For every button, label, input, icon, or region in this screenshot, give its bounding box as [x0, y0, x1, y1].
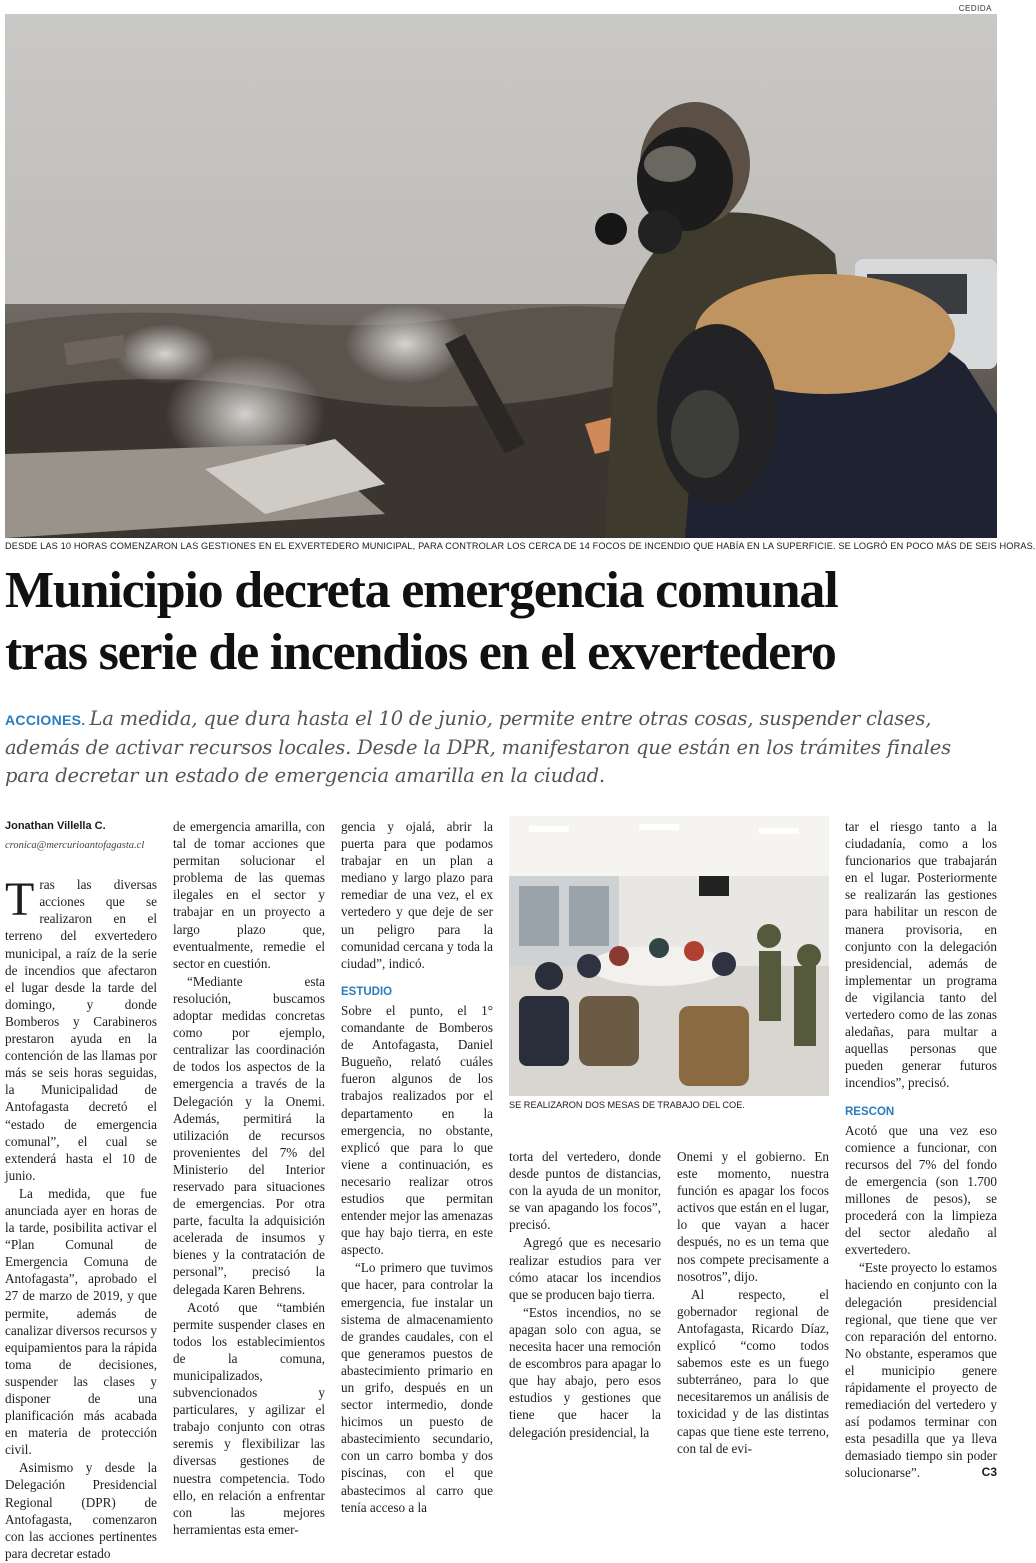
paragraph: Onemi y el gobierno. En este momento, nuestra función es apagar los focos activos que están en el lugar, lo que vayan a hacer después, no es un tema que nos compete precisamente a nosotros”, dijo. — [677, 1149, 829, 1284]
paragraph: Al respecto, el gobernador regional de Antofagasta, Ricardo Díaz, explicó “como todos sabemos este es un fuego subterráneo, para lo que necesitaremos un análisis de toxicidad y de las distintas capas que tiene este terreno, con tal de evi- — [677, 1286, 829, 1456]
headline-line-2: tras serie de incendios en el exvertedero — [5, 624, 836, 681]
secondary-photo-caption: SE REALIZARON DOS MESAS DE TRABAJO DEL COE. — [509, 1100, 745, 1110]
main-photo — [5, 14, 997, 538]
secondary-photo-illustration — [509, 816, 829, 1096]
headline — [5, 560, 997, 684]
subhead-estudio: ESTUDIO — [341, 985, 393, 998]
paragraph: Sobre el punto, el 1° comandante de Bomberos de Antofagasta, Daniel Bugueño, relató cuáles fueron algunos de los trabajos realizados por el departamento en la emergencia, no obstante, explicó que para lo que viene a continuación, es necesario realizar otros estudios que permitan entender mejor las amenazas que hay bajo tierra, en este aspecto. — [341, 1002, 493, 1258]
article-column-6 — [845, 818, 997, 1483]
paragraph: La medida, que fue anunciada ayer en horas de la tarde, posibilita activar el “Plan Comunal de Emergencia Comuna de Antofagasta”, aprobado el 27 de marzo de 2019, y que permite, además de canalizar diversos recursos y equipamientos para la rápida toma de decisiones, suspender las clases y disponer de una planificación más acabada en materia de protección civil. — [5, 1185, 157, 1458]
paragraph: “Estos incendios, no se apagan solo con agua, se necesita hacer una remoción de escombros para apagar lo que hay abajo, pero esos estudios y gestiones que tiene que hacer la delegación presidencial, la — [509, 1304, 661, 1440]
main-photo-illustration — [5, 14, 997, 538]
byline-author: Jonathan Villella C. — [5, 820, 106, 832]
paragraph: “Este proyecto lo estamos haciendo en conjunto con la delegación presidencial regional, que tiene que ver con reparación del entorno. No obstante, esperamos que el municipio genere rápidamente el proyecto de remediación del vertedero y así podamos terminar con esta pesadilla que ya lleva demasiado tiempo sin poder solucionarse”. C3 — [845, 1260, 997, 1481]
paragraph: “Lo primero que tuvimos que hacer, para controlar la emergencia, fue instalar un sistema de almacenamiento de grandes caudales, con el que generamos puestos de abastecimiento primario en un grifo, después en un sector intermedio, donde hicimos un puesto de abastecimiento secundario, con un carro bomba y dos piscinas, con el que abastecimos al carro que tenía acceso a la — [341, 1260, 493, 1515]
paragraph: torta del vertedero, donde desde puntos de distancias, con la ayuda de un monitor, se van apagando los focos”, precisó. — [509, 1149, 661, 1233]
paragraph: Tras las diversas acciones que se realizaron en el terreno del exvertedero municipal, a raíz de la serie de incendios que afectaron el lugar desde la tarde del domingo, y donde Bomberos y Carabineros prestaron ayuda en la contención de las llamas por más se seis horas seguidas, la Municipalidad de Antofagasta decretó el “estado de emergencia comunal”, el cual se extenderá hasta el 10 de junio. — [5, 873, 157, 1183]
paragraph: Asimismo y desde la Delegación Presidencial Regional (DPR) de Antofagasta, comenzaron con las acciones pertinentes para decretar estado — [5, 1460, 157, 1561]
end-mark: C3 — [981, 1465, 997, 1480]
paragraph: de emergencia amarilla, con tal de tomar acciones que permitan solucionar el problema de las quemas ilegales en el sector y trabajar en un proyecto a largo plazo que, eventualmente, remedie el sector en cuestión. — [173, 819, 325, 971]
dropcap: T — [5, 873, 35, 927]
lead-text: La medida, que dura hasta el 10 de junio, permite entre otras cosas, suspender clases, además de activar recursos locales. Desde la DPR, manifestaron que están en los trámites finales para decretar un estado de emergencia amarilla en la ciudad. — [5, 707, 951, 787]
article-column-2 — [173, 818, 325, 1539]
article-column-4 — [509, 1148, 661, 1442]
subhead-rescon: RESCON — [845, 1105, 895, 1118]
paragraph: Acotó que una vez eso comience a funcionar, con recursos del 7% del fondo de emergencia (son 1.700 millones de pesos), se procederá con la limpieza del sector aledaño al exvertedero. — [845, 1122, 997, 1258]
article-column-3 — [341, 818, 493, 1517]
paragraph: gencia y ojalá, abrir la puerta para que podamos trabajar en un plan a mediano y largo plazo para remediar de una vez, el ex vertedero y que deje de ser un peligro para la comunidad cercana y toda la ciudad”, indicó. — [341, 819, 493, 971]
lead-kicker: ACCIONES. — [5, 712, 86, 728]
paragraph: “Mediante esta resolución, buscamos adoptar medidas concretas como por ejemplo, centralizar las coordinación de todos los aspectos de la emergencia a través de la Delegación y la Onemi. Además, permitirá la utilización de recursos provenientes del 7% del Ministerio del Interior reservado para situaciones de emergencias. Por otra parte, faculta la adquisición acelerada de insumos y bienes y la contratación de personal”, precisó la delegada Karen Behrens. — [173, 973, 325, 1297]
byline-email[interactable]: cronica@mercurioantofagasta.cl — [5, 840, 145, 852]
article-column-1 — [5, 818, 157, 1563]
paragraph: Agregó que es necesario realizar estudios para ver cómo atacar los incendios que se producen bajo tierra. — [509, 1235, 661, 1302]
main-photo-caption: DESDE LAS 10 HORAS COMENZARON LAS GESTIONES EN EL EXVERTEDERO MUNICIPAL, PARA CONTROLAR LOS CERCA DE 14 FOCOS DE INCENDIO QUE HABÍA EN LA SUPERFICIE. SE LOGRÓ EN POCO MÁS DE SEIS HORAS. — [5, 541, 1036, 551]
secondary-photo — [509, 816, 829, 1096]
paragraph: tar el riesgo tanto a la ciudadanía, como a los funcionarios que trabajarán en el lugar. Posteriormente se realizarán las gestiones para habilitar un rescon de manera provisoria, en conjunto con la delegación presidencial, además de implementar un programa de vigilancia tanto del vertedero como de las zonas aledañas, para multar a aquellas personas que pueden generar futuros incendios”, precisó. — [845, 819, 997, 1091]
photo-credit: CEDIDA — [958, 4, 992, 13]
lead-paragraph — [5, 705, 990, 790]
paragraph: Acotó que “también permite suspender clases en todos los establecimientos de la comuna, municipalizados, subvencionados y particulares, y agilizar el trabajo conjunto con otras seremis y flexibilizar las diversas gestiones de nuestra competencia. Todo ello, en relación a enfrentar con las mejores herramientas esta emer- — [173, 1299, 325, 1537]
article-column-5 — [677, 1148, 829, 1458]
headline-line-1: Municipio decreta emergencia comunal — [5, 562, 838, 619]
